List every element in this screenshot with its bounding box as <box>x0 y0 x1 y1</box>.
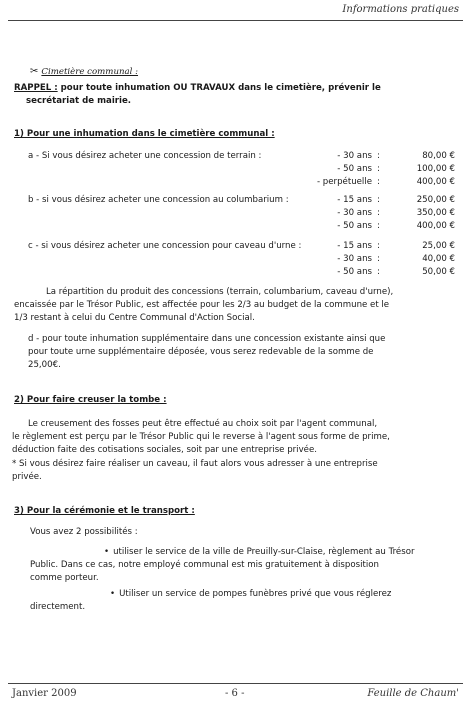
option-1-line-2: Public. Dans ce cas, notre employé communal est mis gratuitement à disposition <box>30 560 379 570</box>
cemetery-section-heading <box>30 66 138 78</box>
concession-columbarium-label: b - si vous désirez acheter une concession au columbarium : <box>28 195 289 205</box>
repartition-line-1: La répartition du produit des concessions (terrain, columbarium, caveau d'urne), <box>46 287 394 297</box>
header-title: Informations pratiques <box>342 4 459 15</box>
footer-rule <box>8 683 463 684</box>
price: 50,00 € <box>422 267 455 277</box>
option-2-line-2: directement. <box>30 602 86 612</box>
page-number: - 6 - <box>225 688 245 699</box>
options-intro: Vous avez 2 possibilités : <box>30 527 138 537</box>
digging-line-2: le règlement est perçu par le Trésor Public qui le reverse à l'agent sous forme de prime, <box>12 432 390 442</box>
reminder-line-1 <box>14 82 381 94</box>
price: 400,00 € <box>416 221 455 231</box>
duration: - 50 ans <box>337 221 372 231</box>
supplementary-line-3: 25,00€. <box>28 360 61 370</box>
caveau-note-line-2: privée. <box>12 472 42 482</box>
price: 400,00 € <box>416 177 455 187</box>
option-2-text-1: Utiliser un service de pompes funèbres privé que vous réglerez <box>119 589 392 599</box>
separator: : <box>377 221 380 231</box>
price: 80,00 € <box>422 151 455 161</box>
duration: - perpétuelle <box>316 177 372 187</box>
duration: - 30 ans <box>337 208 372 218</box>
price: 350,00 € <box>416 208 455 218</box>
header-rule <box>8 20 463 21</box>
separator: : <box>377 254 380 264</box>
footer-publication: Feuille de Chaum' <box>367 688 459 699</box>
scissors-icon: ✂ <box>30 66 39 77</box>
separator: : <box>377 241 380 251</box>
concession-caveau-urne-label: c - si vous désirez acheter une concession pour caveau d'urne : <box>28 241 302 251</box>
separator: : <box>377 195 380 205</box>
separator: : <box>377 164 380 174</box>
option-1-line-3: comme porteur. <box>30 573 99 583</box>
bullet-icon: • <box>110 589 116 599</box>
price: 100,00 € <box>416 164 455 174</box>
reminder-text-1: pour toute inhumation OU TRAVAUX dans le cimetière, prévenir le <box>60 83 381 93</box>
separator: : <box>377 177 380 187</box>
digging-line-1: Le creusement des fosses peut être effectué au choix soit par l'agent communal, <box>28 419 378 429</box>
duration: - 50 ans <box>337 164 372 174</box>
duration: - 15 ans <box>337 241 372 251</box>
option-2-line-1 <box>110 588 391 600</box>
price: 25,00 € <box>422 241 455 251</box>
repartition-line-3: 1/3 restant à celui du Centre Communal d'Action Social. <box>14 313 255 323</box>
separator: : <box>377 208 380 218</box>
option-1-line-1 <box>104 546 415 558</box>
bullet-icon: • <box>104 547 110 557</box>
duration: - 30 ans <box>337 254 372 264</box>
supplementary-line-1: d - pour toute inhumation supplémentaire dans une concession existante ainsi que <box>28 334 386 344</box>
digging-line-3: déduction faite des cotisations sociales, soit par une entreprise privée. <box>12 445 317 455</box>
reminder-label: RAPPEL : <box>14 83 58 93</box>
caveau-note-line-1: * Si vous désirez faire réaliser un caveau, il faut alors vous adresser à une entreprise <box>12 459 378 469</box>
price: 250,00 € <box>416 195 455 205</box>
repartition-line-2: encaissée par le Trésor Public, est affectée pour les 2/3 au budget de la commune et le <box>14 300 390 310</box>
duration: - 50 ans <box>337 267 372 277</box>
separator: : <box>377 267 380 277</box>
separator: : <box>377 151 380 161</box>
section-2-heading: 2) Pour faire creuser la tombe : <box>14 395 167 405</box>
footer-date: Janvier 2009 <box>12 688 77 699</box>
duration: - 30 ans <box>337 151 372 161</box>
duration: - 15 ans <box>337 195 372 205</box>
section-1-heading: 1) Pour une inhumation dans le cimetière communal : <box>14 129 275 139</box>
concession-terrain-label: a - Si vous désirez acheter une concession de terrain : <box>28 151 262 161</box>
supplementary-line-2: pour toute urne supplémentaire déposée, vous serez redevable de la somme de <box>28 347 374 357</box>
reminder-line-2: secrétariat de mairie. <box>26 96 132 106</box>
price: 40,00 € <box>422 254 455 264</box>
section-3-heading: 3) Pour la cérémonie et le transport : <box>14 506 195 516</box>
option-1-text-1: utiliser le service de la ville de Preuilly-sur-Claise, règlement au Trésor <box>113 547 415 557</box>
cemetery-section-title: Cimetière communal : <box>41 67 139 77</box>
